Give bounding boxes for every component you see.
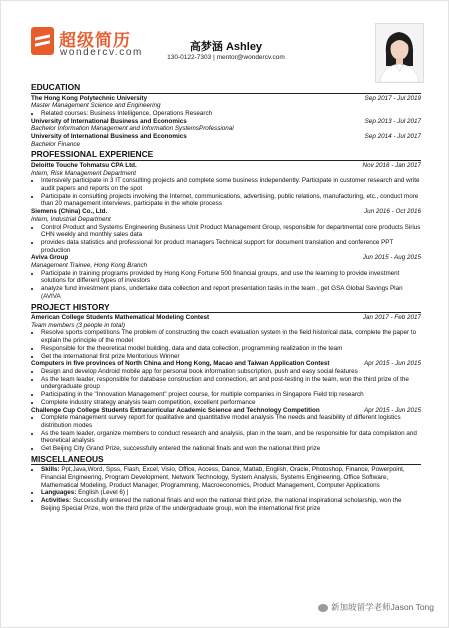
bullet-item: • As the team leader, organize members to conduct research and analysis, plan in the team, and be responsible for data compilation and theoretical analysis xyxy=(41,430,421,445)
date-range: Sep 2014 - Jul 2017 xyxy=(364,133,421,141)
misc-text: Successfully entered the national finals and won the national third prize, the national inspirational scholarship, won the Beijing Special Prize, won the third prize of the undergraduate group, won the international first prize xyxy=(41,497,402,512)
misc-label: Languages: xyxy=(41,489,77,497)
profile-photo xyxy=(375,23,424,83)
bullet-item: • Complete industry strategy analysis team competition, excellent performance xyxy=(41,399,421,407)
education-item xyxy=(31,95,421,118)
company-name: Siemens (China) Co., Ltd. xyxy=(31,208,108,216)
experience-item xyxy=(31,162,421,208)
school-name: University of International Business and Economics xyxy=(31,117,187,125)
portrait-icon xyxy=(376,24,423,82)
misc-text: Ppt,Java,Word, Spss, Flash, Excel, Visio, Office, Access, Dance, Matlab, English, Oracle, Photoshop, Finance, Powerpoint, Financial Engineering, Program Development, Network Technology, System Analysis, Systems Engineering, Office Software, Mathematical Modeling, Product Manager, Programming, Macroeconomics, Product Management, Computer Applications xyxy=(41,466,405,489)
misc-label: Activities: xyxy=(41,497,72,505)
misc-item-activities xyxy=(41,497,421,512)
bullet-item: • Participate in training programs provided by Hong Kong Fortune 500 financial groups, and use the learning to provide investment solutions for different types of investors xyxy=(41,270,421,285)
degree: Bachelor Information Management and Information SystemsProfessional xyxy=(31,125,234,133)
bullet-item: • Resolve sports competitions The problem of constructing the coach evaluation system in the field historical data, complete the paper to explain the principle of the model xyxy=(41,329,421,344)
bullet-item: • Participating in the "Innovation Management" project course, for multiple companies in Singapore Field trip research xyxy=(41,391,421,399)
bullet-item: • Participate in consulting projects involving the Internet, communications, advertising, public relations, manufacturing, etc., conduct more than 20 management interviews, participate in the whole process xyxy=(41,193,421,208)
section-title-projects: PROJECT HISTORY xyxy=(31,301,421,314)
project-name: Challenge Cup College Students Extracurricular Academic Science and Technology Competition xyxy=(31,406,320,414)
project-item xyxy=(31,360,421,406)
bullet-item: • Design and develop Android mobile app for personal book information subscription, push and easy social features xyxy=(41,368,421,376)
watermark xyxy=(318,601,434,613)
project-item xyxy=(31,407,421,453)
project-item xyxy=(31,314,421,360)
date-range: Apr 2015 - Jun 2015 xyxy=(363,360,421,368)
bullet-item: • Get the international first prize Meritorious Winner xyxy=(41,353,421,361)
project-name: American College Students Mathematical Modeling Contest xyxy=(31,314,210,322)
wondercv-logo-icon xyxy=(31,27,54,55)
company-name: Aviva Group xyxy=(31,254,69,262)
misc-list xyxy=(31,466,421,512)
bullet-item: • Intensively participate in 3 IT consulting projects and complete some business independently. Participate in customer research and write audit papers and reports on the spot xyxy=(41,177,421,192)
wechat-icon xyxy=(318,604,328,612)
project-name: Computers in five provinces of North China and Hong Kong, Macao and Taiwan Application Contest xyxy=(31,360,330,368)
job-role: Management Trainee, Hong Kong Branch xyxy=(31,262,148,270)
bullet-item: • provides data statistics and professional for product managers Technical support for document translation and conference PPT production xyxy=(41,239,421,254)
logo-chinese-text: 超级简历 xyxy=(59,31,131,50)
bullet-item: • Get Beijing City Grand Prize, successfully entered the national finals and won the national third prize xyxy=(41,445,421,453)
section-title-misc: MISCELLANEOUS xyxy=(31,453,421,466)
bullet-item: • As the team leader, responsible for database construction and connection, art and post-testing in the team, won the third prize of the undergraduate group xyxy=(41,376,421,391)
experience-item xyxy=(31,254,421,300)
misc-label: Skills: xyxy=(41,466,60,474)
section-title-experience: PROFESSIONAL EXPERIENCE xyxy=(31,148,421,161)
resume-content xyxy=(31,81,421,512)
job-role: Intern, Risk Management Department xyxy=(31,169,136,177)
degree: Bachelor Finance xyxy=(31,140,81,148)
bullet-item: • Control Product and Systems Engineering Business Unit Product Management Group, responsible for departmental core products Sirius CHN weekly and monthly sales data xyxy=(41,224,421,239)
company-name: Deloitte Touche Tohmatsu CPA Ltd. xyxy=(31,161,137,169)
bullet-item: • Complete management survey report for qualitative and quantitative model analysis The needs and feasibility of different logistics distribution modes xyxy=(41,414,421,429)
education-item xyxy=(31,118,421,133)
date-range: Jun 2015 - Aug 2015 xyxy=(362,254,421,262)
misc-item-skills xyxy=(41,466,421,489)
watermark-text: 新加坡留学老师Jason Tong xyxy=(331,602,434,612)
date-range: Sep 2013 - Jul 2017 xyxy=(364,117,421,125)
experience-item xyxy=(31,208,421,254)
date-range: Jun 2016 - Oct 2016 xyxy=(363,208,421,216)
job-role: Intern, Industrial Department xyxy=(31,215,111,223)
misc-text: English (Level 6) | xyxy=(78,489,129,497)
logo-domain-text: wondercv.com xyxy=(60,47,143,58)
candidate-name: 高梦涵 Ashley xyxy=(189,41,263,53)
bullet-item: • Related courses: Business Intelligence, Operations Research xyxy=(41,110,421,118)
bullet-item: • analyze fund investment plans, undertake data collection and report presentation tasks in the team , get GSA Global Savings Plan (AVIVA xyxy=(41,285,421,300)
misc-item-languages xyxy=(41,489,421,497)
date-range: Apr 2015 - Jun 2015 xyxy=(363,406,421,414)
date-range: Nov 2016 - Jan 2017 xyxy=(362,161,421,169)
degree: Master Management Science and Engineering xyxy=(31,102,161,110)
education-item xyxy=(31,133,421,148)
project-role: Team members (3 people in total) xyxy=(31,321,125,329)
school-name: The Hong Kong Polytechnic University xyxy=(31,94,148,102)
date-range: Jan 2017 - Feb 2017 xyxy=(362,314,421,322)
bullet-item: • Responsible for the theoretical model building, data and data collection, programming realization in the team xyxy=(41,345,421,353)
contact-line: 130-0122-7303 | mentor@wondercv.com xyxy=(167,54,285,61)
wondercv-logo xyxy=(31,27,141,61)
section-title-education: EDUCATION xyxy=(31,81,421,94)
school-name: University of International Business and Economics xyxy=(31,133,187,141)
date-range: Sep 2017 - Jul 2019 xyxy=(364,94,421,102)
